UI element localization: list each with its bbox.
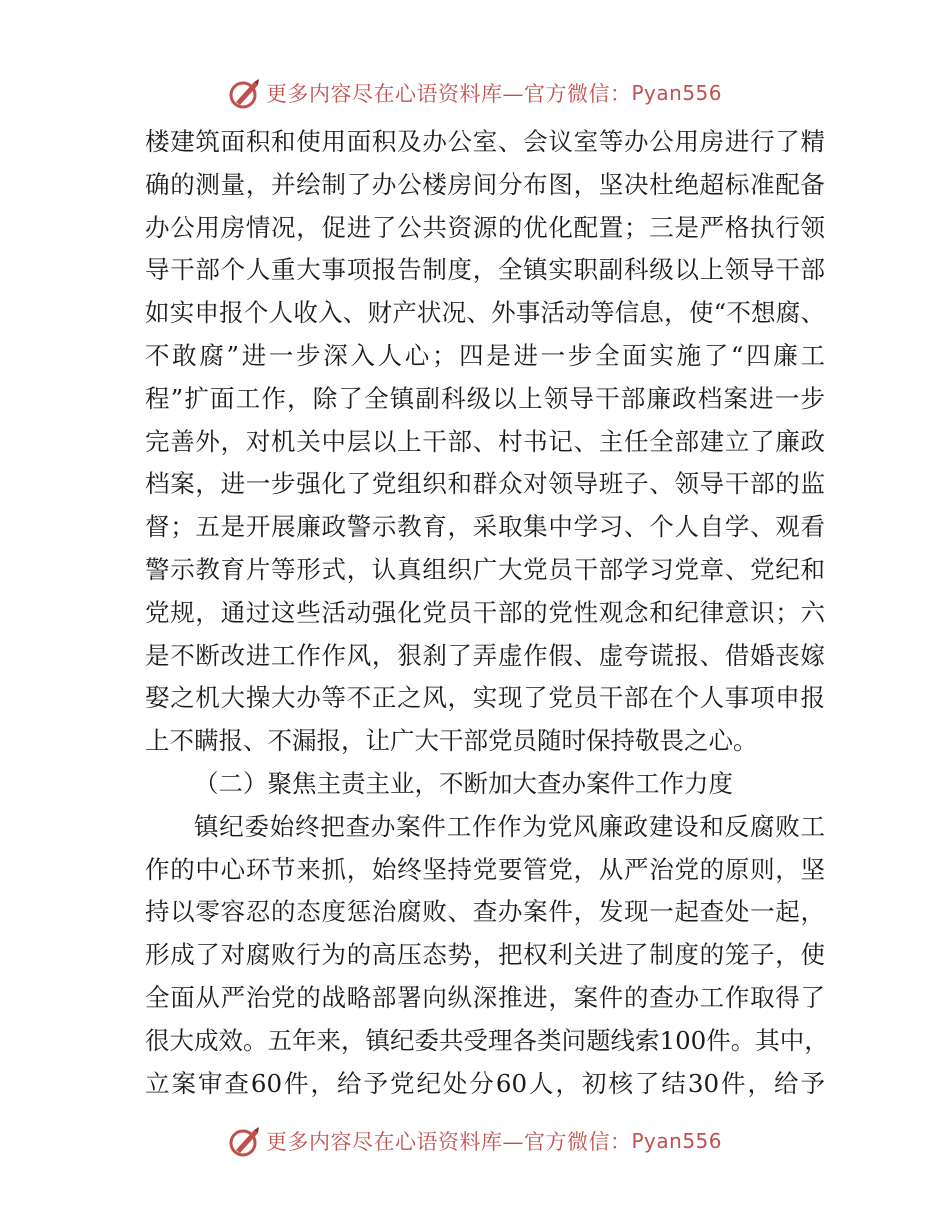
text-line: 督；五是开展廉政警示教育，采取集中学习、个人自学、观看 xyxy=(145,512,825,542)
banner-text: 更多内容尽在心语资料库—官方微信： xyxy=(265,1130,632,1154)
pen-logo-icon xyxy=(228,76,262,110)
banner-wechat-id: Pyan556 xyxy=(631,1129,722,1153)
pen-logo-icon xyxy=(228,1124,262,1158)
banner-text: 更多内容尽在心语资料库—官方微信： xyxy=(265,82,632,106)
text-line: 是不断改进工作作风，狠刹了弄虚作假、虚夸谎报、借婚丧嫁 xyxy=(145,640,825,670)
text-line: 上不瞒报、不漏报，让广大干部党员随时保持敬畏之心。 xyxy=(145,726,758,756)
text-line: 程”扩面工作，除了全镇副科级以上领导干部廉政档案进一步 xyxy=(145,383,825,413)
text-line: 全面从严治党的战略部署向纵深推进，案件的查办工作取得了 xyxy=(145,982,825,1012)
text-line: 不敢腐”进一步深入人心；四是进一步全面实施了“四廉工 xyxy=(145,340,825,370)
text-line: 档案，进一步强化了党组织和群众对领导班子、领导干部的监 xyxy=(145,469,825,499)
text-line: 镇纪委始终把查办案件工作作为党风廉政建设和反腐败工 xyxy=(194,811,825,841)
text-line: 作的中心环节来抓，始终坚持党要管党，从严治党的原则，坚 xyxy=(145,854,825,884)
text-line: 完善外，对机关中层以上干部、村书记、主任全部建立了廉政 xyxy=(145,426,825,456)
section-heading: （二）聚焦主责主业，不断加大查办案件工作力度 xyxy=(194,768,733,798)
text-line: 楼建筑面积和使用面积及办公室、会议室等办公用房进行了精 xyxy=(145,127,825,156)
text-line: 持以零容忍的态度惩治腐败、查办案件，发现一起查处一起， xyxy=(145,897,825,927)
text-line: 办公用房情况，促进了公共资源的优化配置；三是严格执行领 xyxy=(145,212,825,242)
text-line: 很大成效。五年来，镇纪委共受理各类问题线索100件。其中， xyxy=(145,1025,829,1055)
text-line: 如实申报个人收入、财产状况、外事活动等信息，使“不想腐、 xyxy=(145,298,825,328)
header-watermark-banner xyxy=(0,73,950,113)
text-line: 警示教育片等形式，认真组织广大党员干部学习党章、党纪和 xyxy=(145,554,825,584)
banner-wechat-id: Pyan556 xyxy=(631,81,722,105)
document-body xyxy=(145,121,829,1105)
text-line: 立案审查60件，给予党纪处分60人，初核了结30件，给予 xyxy=(145,1068,825,1098)
footer-watermark-banner xyxy=(0,1121,950,1161)
text-line: 党规，通过这些活动强化党员干部的党性观念和纪律意识；六 xyxy=(145,597,825,627)
text-line: 确的测量，并绘制了办公楼房间分布图，坚决杜绝超标准配备 xyxy=(145,169,825,199)
text-line: 形成了对腐败行为的高压态势，把权利关进了制度的笼子，使 xyxy=(145,940,825,970)
text-line: 导干部个人重大事项报告制度，全镇实职副科级以上领导干部 xyxy=(145,255,825,285)
text-line: 娶之机大操大办等不正之风，实现了党员干部在个人事项申报 xyxy=(145,683,825,713)
